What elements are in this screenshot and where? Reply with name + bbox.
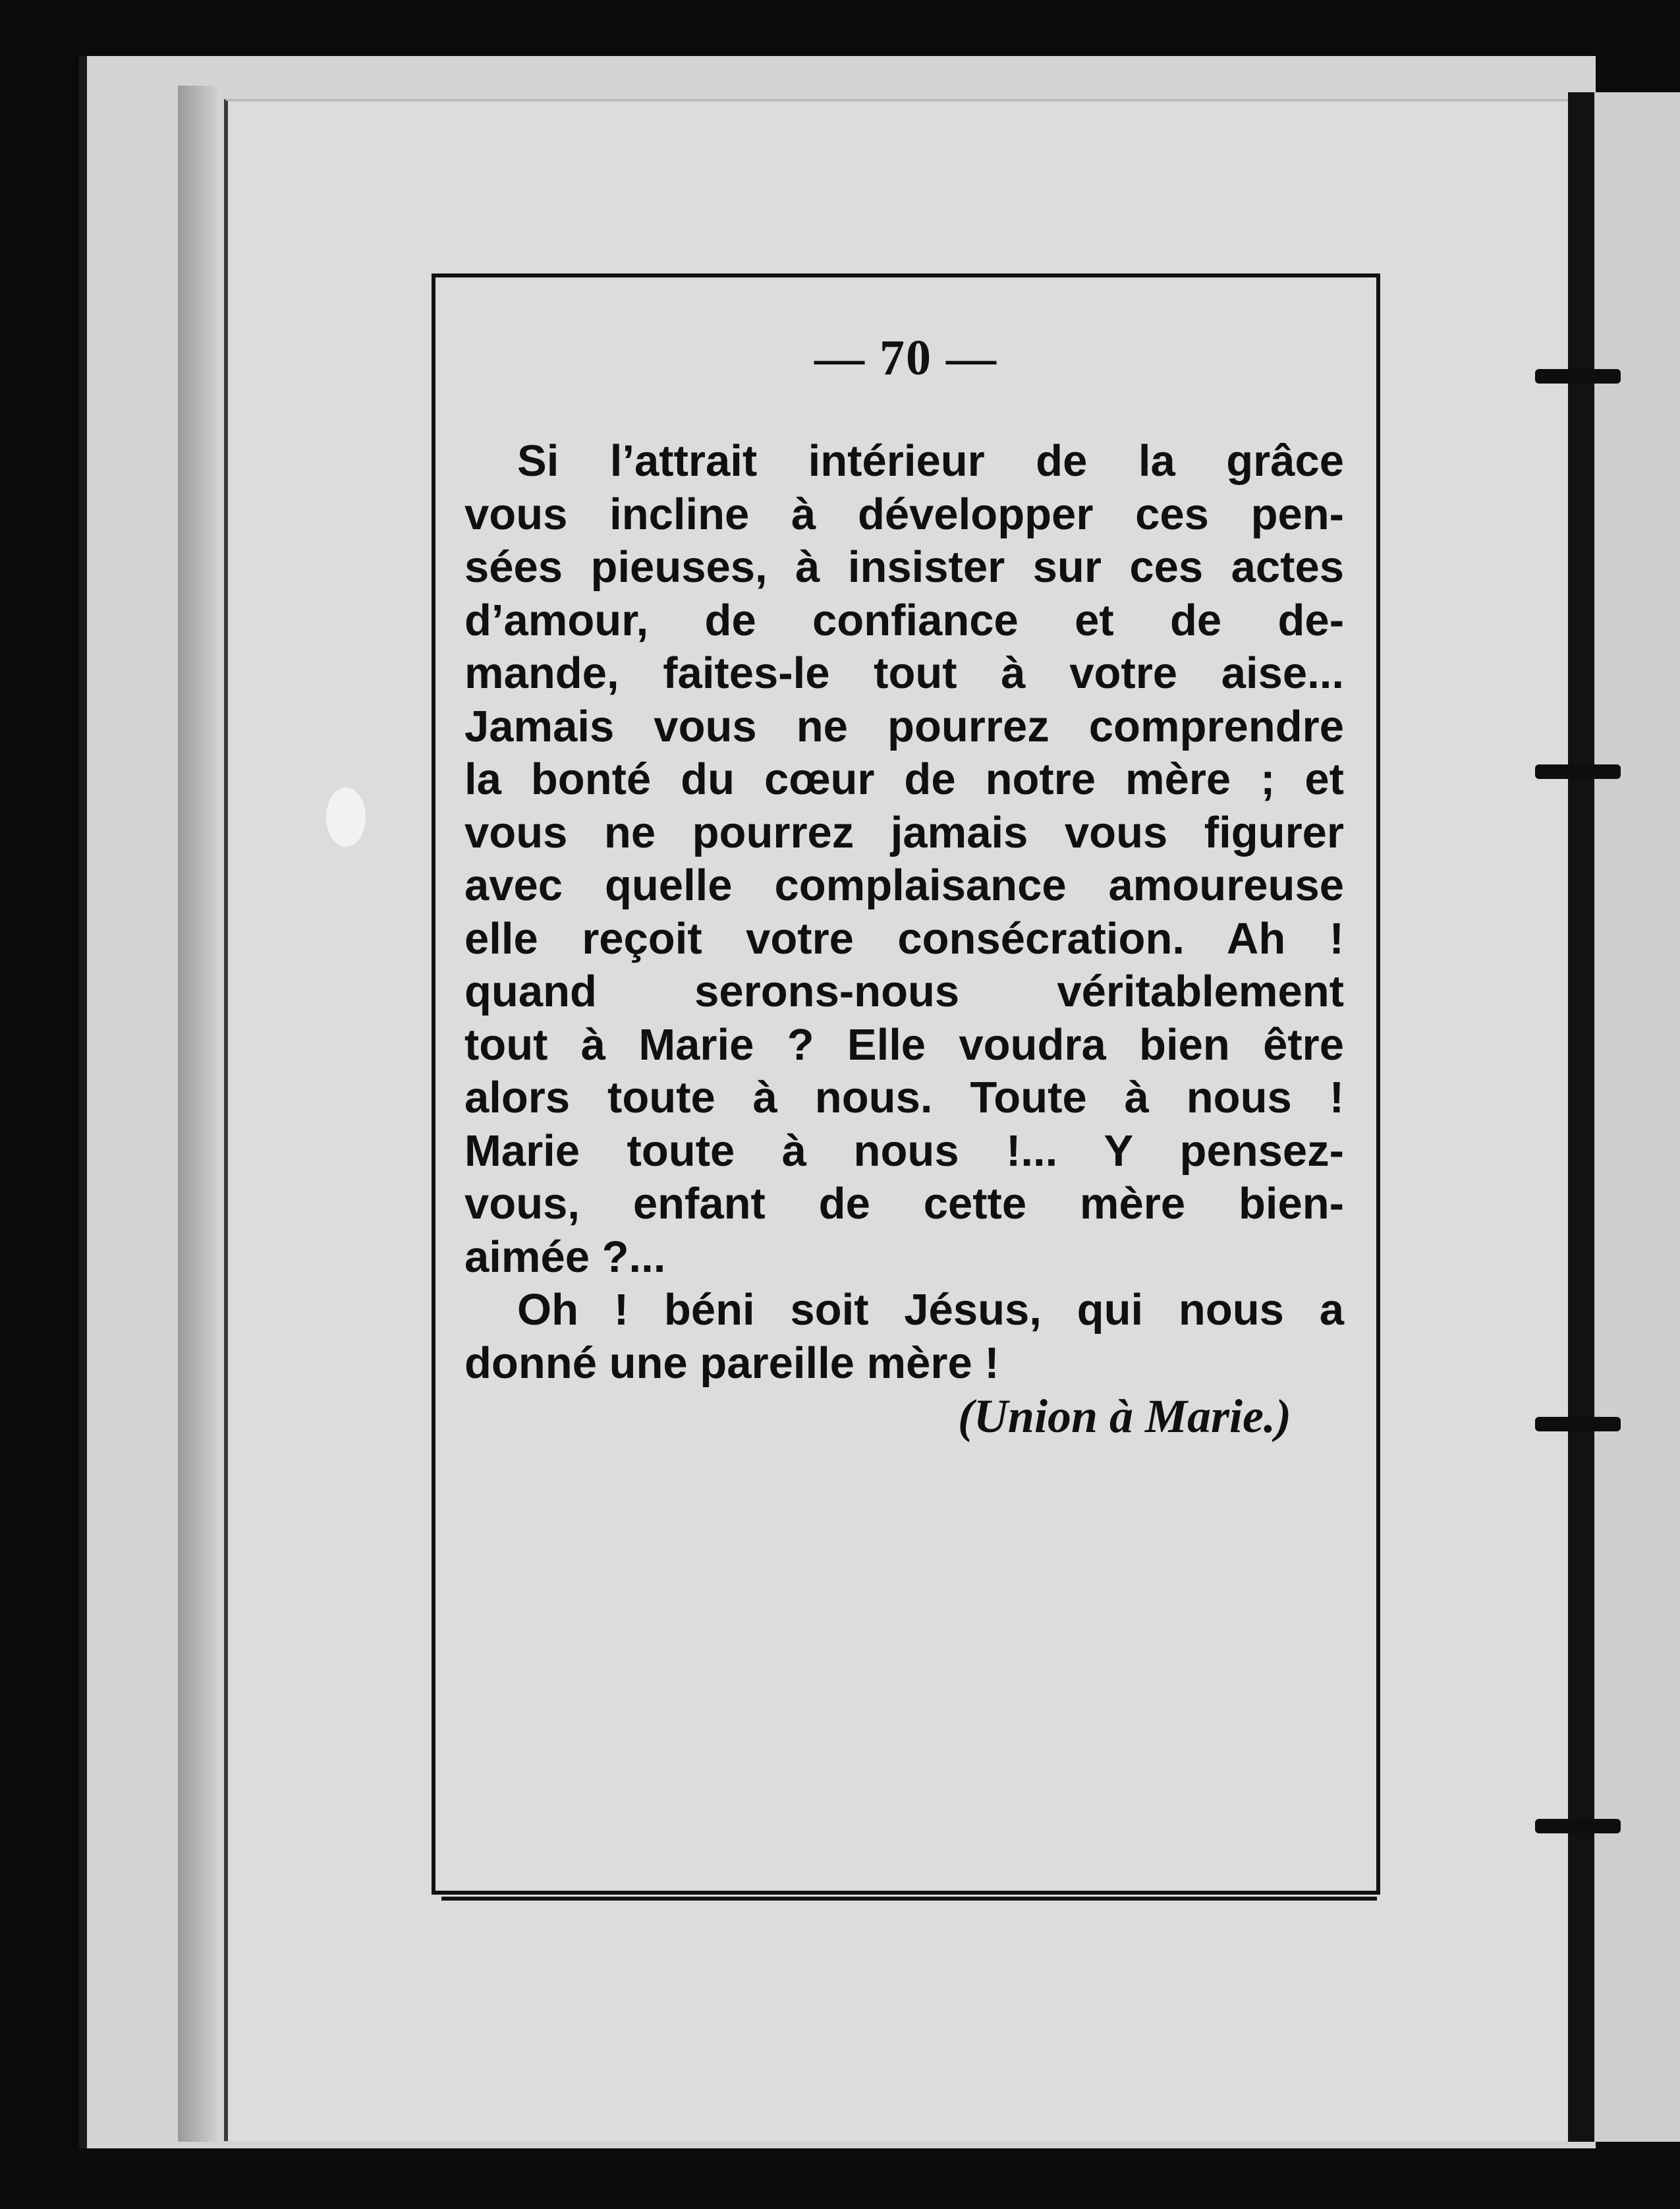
book-spine-edge [1568,92,1594,2142]
text-line: aimée ?... [464,1232,666,1282]
paper-speck [326,788,366,847]
body-text [464,435,1344,1443]
binding-thread [1535,1819,1621,1833]
page-number: — 70 — [814,330,997,386]
binding-thread [1535,764,1621,779]
text-line: avec quelle complaisance amoureuse [464,861,1344,910]
paragraph [464,1284,1344,1390]
text-line: quand serons-nous véritablement [464,967,1344,1016]
paragraph [464,435,1344,1284]
text-line: tout à Marie ? Elle voudra bien être [464,1019,1344,1070]
text-line: vous ne pourrez jamais vous figurer [464,807,1344,857]
text-line: Marie toute à nous !... Y pensez- [464,1126,1344,1176]
text-line: Oh ! béni soit Jésus, qui nous a [517,1285,1344,1334]
page-gutter-shadow [178,86,217,2142]
text-line: d’amour, de confiance et de de- [464,595,1344,645]
text-line: sées pieuses, à insister sur ces actes [464,542,1344,592]
text-line: Si l’attrait intérieur de la grâce [517,436,1344,486]
text-line: vous, enfant de cette mère bien- [464,1179,1344,1228]
binding-thread [1535,1417,1621,1431]
text-line: alors toute à nous. Toute à nous ! [464,1073,1344,1122]
text-line: elle reçoit votre consécration. Ah ! [464,913,1344,963]
text-line: mande, faites-le tout à votre aise... [464,648,1344,698]
source-citation: (Union à Marie.) [957,1390,1291,1443]
text-line: Jamais vous ne pourrez comprendre [464,701,1344,751]
binding-thread [1535,369,1621,384]
adjacent-page-strip [1594,92,1680,2142]
frame-bottom-rule [441,1897,1377,1901]
text-line: la bonté du cœur de notre mère ; et [464,755,1344,804]
text-line: vous incline à développer ces pen- [464,489,1344,539]
text-line: donné une pareille mère ! [464,1338,999,1388]
